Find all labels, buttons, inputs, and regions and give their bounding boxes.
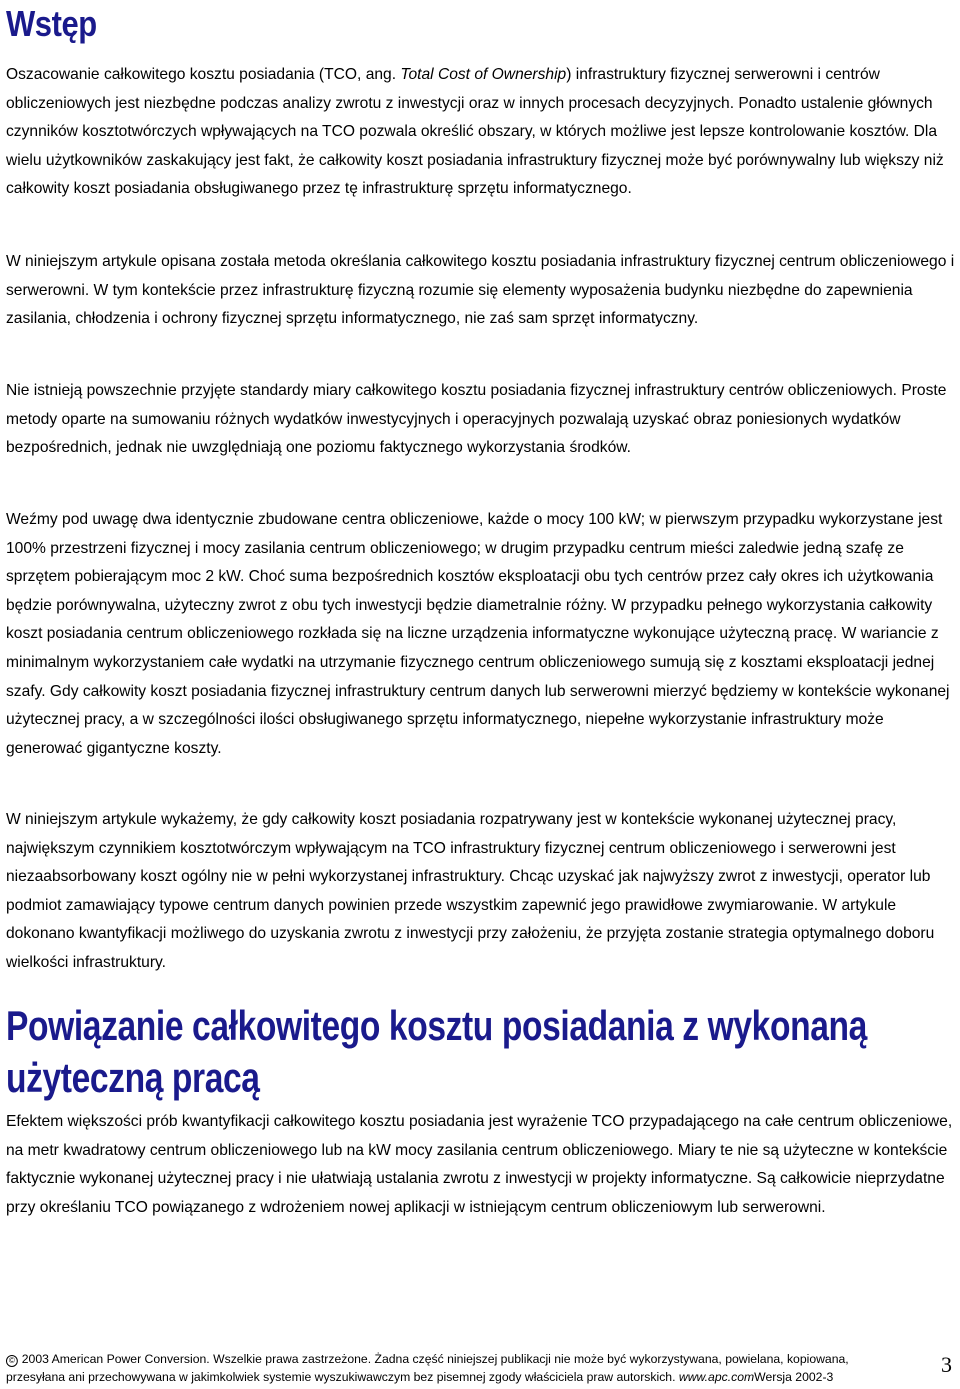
version-label: Wersja 2002-3 bbox=[754, 1370, 834, 1384]
page-footer bbox=[6, 1350, 954, 1386]
section-title-intro: Wstęp bbox=[6, 3, 97, 44]
paragraph-intro-3: Nie istnieją powszechnie przyjęte standardy miary całkowitego kosztu posiadania fizycznej infrastruktury centrów obliczeniowych. Proste metody oparte na sumowaniu różnych wydatków inwestycyjnych i operacyjnych pozwalają uzyskać obraz poniesionych wydatków bezpośrednich, jednak nie uwzględniają one poziomu faktycznego wykorzystania środków. bbox=[6, 382, 947, 457]
paragraph-intro-5: W niniejszym artykule wykażemy, że gdy całkowity koszt posiadania rozpatrywany jest w kontekście wykonanej użytecznej pracy, największym czynnikiem kosztotwórczym wpływającym na TCO infrastruktury fizycznej centrum obliczeniowego i serwerowni jest niezaabsorbowany koszt ogólny nie w pełni wykorzystanej infrastruktury. Chcąc uzyskać jak najwyższy zwrot z inwestycji, operator lub podmiot zamawiający typowe centrum danych powinien przede wszystkim zapewnić jego prawidłowe zwymiarowanie. W artykule dokonano kwantyfikacji możliwego do uzyskania zwrotu z inwestycji przy założeniu, że przyjęta zostanie strategia optymalnego doboru wielkości infrastruktury. bbox=[6, 811, 935, 971]
page-number: 3 bbox=[941, 1352, 952, 1377]
paragraph-tco-1: Efektem większości prób kwantyfikacji całkowitego kosztu posiadania jest wyrażenie TCO przypadającego na całe centrum obliczeniowe, na metr kwadratowy centrum obliczeniowego lub na kW mocy zasilania centrum obliczeniowego. Miary te nie są użyteczne w kontekście faktycznie wykonanej użytecznej pracy i nie ułatwiają ustalania zwrotu z inwestycji w projekty informatyczne. Są całkowicie nieprzydatne przy określaniu TCO powiązanego z wdrożeniem nowej aplikacji w istniejącym centrum obliczeniowym lub serwerowni. bbox=[6, 1113, 953, 1216]
copyright-icon: © bbox=[6, 1355, 18, 1367]
section-title-tco-useful-work: Powiązanie całkowitego kosztu posiadania z wykonaną użyteczną pracą bbox=[6, 1002, 867, 1101]
paragraph-intro-1: Oszacowanie całkowitego kosztu posiadania (TCO, ang. Total Cost of Ownership) infrastruktury fizycznej serwerowni i centrów obliczeniowych jest niezbędne podczas analizy zwrotu z inwestycji oraz w innych procesach decyzyjnych. Ponadto ustalenie głównych czynników kosztotwórczych wpływających na TCO pozwala określić obszary, w których możliwe jest lepsze kontrolowanie kosztów. Dla wielu użytkowników zaskakujący jest fakt, że całkowity koszt posiadania infrastruktury fizycznej może być porównywalny lub większy niż całkowity koszt posiadania obsługiwanego przez tę infrastrukturę sprzętu informatycznego. bbox=[6, 66, 944, 198]
paragraph-intro-4: Weźmy pod uwagę dwa identycznie zbudowane centra obliczeniowe, każde o mocy 100 kW; w pierwszym przypadku wykorzystane jest 100% przestrzeni fizycznej i mocy zasilania centrum obliczeniowego; w drugim przypadku centrum mieści zaledwie jedną szafę ze sprzętem pobierającym moc 2 kW. Choć suma bezpośrednich kosztów eksploatacji obu tych centrów przez cały okres ich użytkowania będzie porównywalna, użyteczny zwrot z obu tych inwestycji będzie diametralnie różny. W przypadku pełnego wykorzystania całkowity koszt posiadania centrum obliczeniowego rozkłada się na liczne urządzenia informatyczne wykonujące użyteczną pracę. W wariancie z minimalnym wykorzystaniem całe wydatki na utrzymanie fizycznego centrum obliczeniowego sumują się z kosztami eksploatacji jednej szafy. Gdy całkowity koszt posiadania fizycznej infrastruktury centrum danych lub serwerowni mierzyć będziemy w kontekście wykonanej użytecznej pracy, a w szczególności ilości obsługiwanego sprzętu informatycznego, niepełne wykorzystanie infrastruktury może generować gigantyczne koszty. bbox=[6, 511, 950, 757]
footer-link[interactable]: www.apc.com bbox=[678, 1370, 755, 1384]
copyright-notice bbox=[6, 1350, 910, 1386]
paragraph-intro-2: W niniejszym artykule opisana została metoda określania całkowitego kosztu posiadania infrastruktury fizycznej centrum obliczeniowego i serwerowni. W tym kontekście przez infrastrukturę fizyczną rozumie się elementy wyposażenia budynku niezbędne do zapewnienia zasilania, chłodzenia i ochrony fizycznej sprzętu informatycznego, nie zaś sam sprzęt informatyczny. bbox=[6, 253, 955, 328]
copyright-text: 2003 American Power Conversion. Wszelkie prawa zastrzeżone. Żadna część niniejszej publikacji nie może być wykorzystywana, powielana, kopiowana, przesyłana ani przechowywana w jakimkolwiek systemie wyszukiwawczym bez pisemnej zgody właściciela praw autorskich. bbox=[6, 1352, 849, 1384]
